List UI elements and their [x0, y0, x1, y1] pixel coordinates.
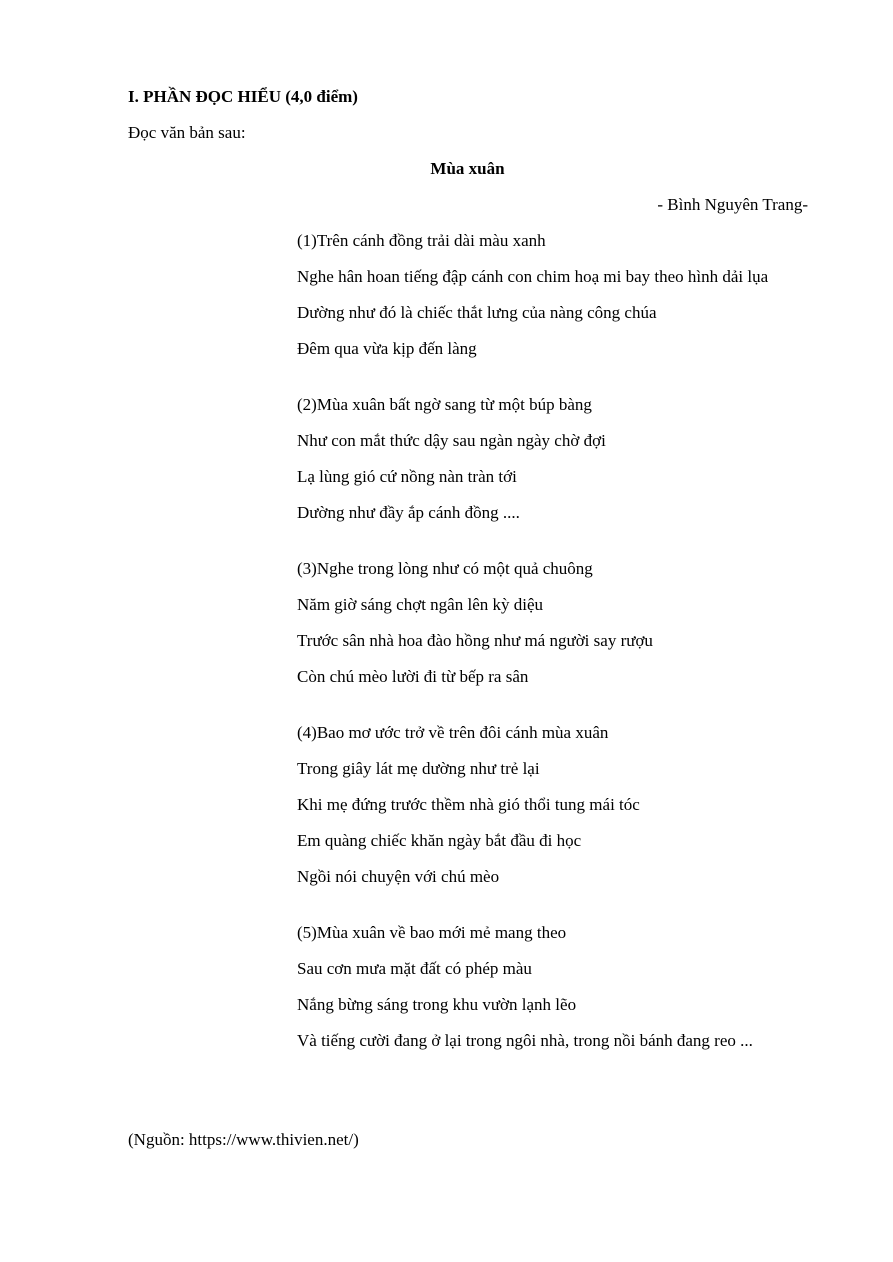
verse-line: Sau cơn mưa mặt đất có phép màu — [297, 959, 532, 978]
stanza-4 — [297, 723, 768, 887]
verse-line: Đêm qua vừa kịp đến làng — [297, 339, 477, 358]
verse-line: Năm giờ sáng chợt ngân lên kỳ diệu — [297, 595, 544, 614]
verse-line: Còn chú mèo lười đi từ bếp ra sân — [297, 667, 529, 686]
verse-line: Trước sân nhà hoa đào hồng như má người say rượu — [297, 631, 653, 650]
verse-line: (5)Mùa xuân về bao mới mẻ mang theo — [297, 923, 567, 942]
verse-line: Dường như đầy ắp cánh đồng .... — [297, 503, 520, 522]
poem-title: Mùa xuân — [430, 159, 505, 178]
stanza-5 — [297, 923, 768, 1051]
verse-line: Dường như đó là chiếc thắt lưng của nàng công chúa — [297, 303, 657, 322]
poem-body — [297, 231, 768, 1087]
verse-line: (4)Bao mơ ước trở về trên đôi cánh mùa xuân — [297, 723, 609, 742]
poem-author: - Bình Nguyên Trang- — [657, 195, 808, 214]
reading-instruction: Đọc văn bản sau: — [128, 123, 246, 142]
verse-line: Lạ lùng gió cứ nồng nàn tràn tới — [297, 467, 517, 486]
verse-line: Nắng bừng sáng trong khu vườn lạnh lẽo — [297, 995, 577, 1014]
verse-line: (1)Trên cánh đồng trải dài màu xanh — [297, 231, 546, 250]
stanza-1 — [297, 231, 768, 359]
verse-line: (3)Nghe trong lòng như có một quả chuông — [297, 559, 593, 578]
verse-line: Em quàng chiếc khăn ngày bắt đầu đi học — [297, 831, 582, 850]
verse-line: Trong giây lát mẹ dường như trẻ lại — [297, 759, 540, 778]
verse-line: Và tiếng cười đang ở lại trong ngôi nhà, trong nồi bánh đang reo ... — [297, 1031, 753, 1050]
verse-line: Khi mẹ đứng trước thềm nhà gió thổi tung mái tóc — [297, 795, 640, 814]
section-title: I. PHẦN ĐỌC HIỂU (4,0 điểm) — [128, 87, 358, 106]
verse-line: Nghe hân hoan tiếng đập cánh con chim hoạ mi bay theo hình dải lụa — [297, 267, 769, 286]
stanza-2 — [297, 395, 768, 523]
stanza-3 — [297, 559, 768, 687]
verse-line: Như con mắt thức dậy sau ngàn ngày chờ đợi — [297, 431, 606, 450]
source-citation: (Nguồn: https://www.thivien.net/) — [128, 1130, 359, 1149]
verse-line: Ngồi nói chuyện với chú mèo — [297, 867, 500, 886]
verse-line: (2)Mùa xuân bất ngờ sang từ một búp bàng — [297, 395, 592, 414]
